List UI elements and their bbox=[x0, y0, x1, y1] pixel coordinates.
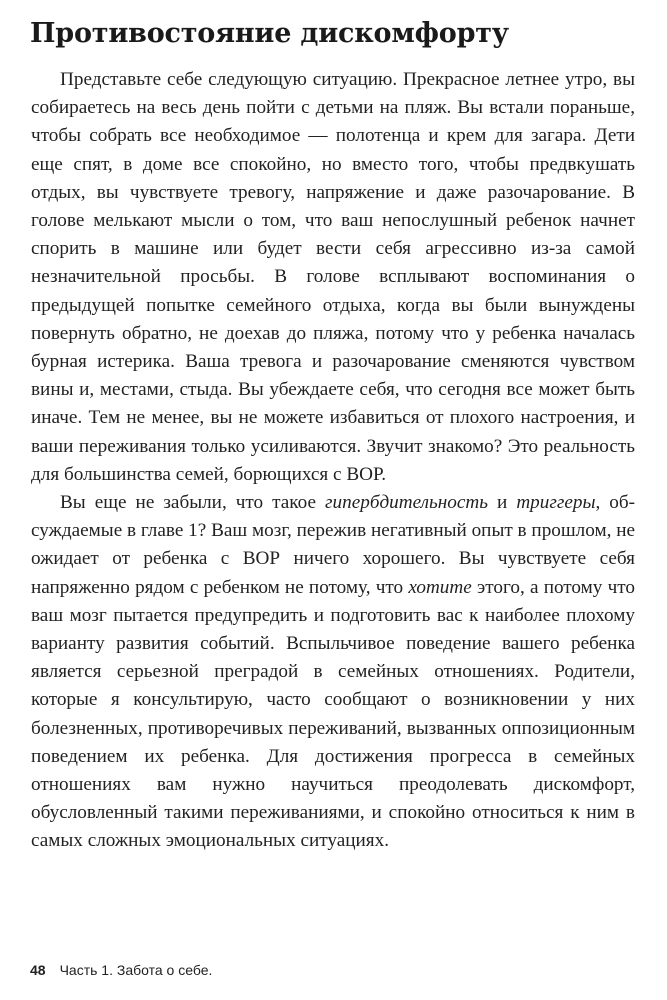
term-hypervigilance: гипербдительность bbox=[325, 492, 488, 514]
body-text bbox=[31, 66, 635, 856]
paragraph-1-text: Представьте себе следующую ситуацию. Прекрасное летнее утро, вы собираетесь на весь день пойти с детьми на пляж. Вы встали пораньше, чтобы собрать все необходимое — полотенца и крем для загара. Дети еще спят, в доме все спокойно, но вместо того, чтобы предвкушать отдых, вы чувствуете тревогу, напряжение и даже разочарование. В голове мелькают мысли о том, что ваш непослушный ребенок начнет спорить в машине или будет вести себя агрессивно из-за самой незначительной просьбы. В голове всплывают воспоминания о предыдущей попытке семейного отдыха, когда вы были вынуждены повернуть обратно, не доехав до пляжа, потому что у ребенка началась бурная истерика. Ваша тревога и разочарование сменяются чувством вины и, местами, стыда. Вы убеждаете себя, что сегодня все может быть иначе. Тем не менее, вы не можете избавиться от плохого настроения, и ваши переживания только усиливаются. Звучит знакомо? Это реальность для большинства семей, борющихся с ВОР. bbox=[31, 69, 635, 485]
paragraph-2 bbox=[31, 489, 635, 856]
term-triggers: триггеры bbox=[516, 492, 596, 514]
running-title: Часть 1. Забота о себе. bbox=[59, 962, 213, 978]
paragraph-2-text-d: этого, а потому что ваш мозг пытается предупредить и подготовить вас к наиболее плохому варианту развития событий. Вспыльчивое поведение вашего ребенка является серьезной преградой в семейных отношениях. Родители, которые я консультирую, часто сообщают о возникновении у них болезненных, противоречивых переживаний, вызванных оппозиционным поведением их ребенка. Для достижения прогресса в семейных отношениях вам нужно научиться преодолевать дискомфорт, обусловленный такими переживаниями, и спокойно относиться к ним в самых сложных эмоциональных ситуациях. bbox=[31, 576, 635, 852]
paragraph-2-text-a: Вы еще не забыли, что такое bbox=[60, 492, 326, 514]
paragraph-2-text-c: , обсуждаемые в главе 1? Ваш мозг, пережив негативный опыт в прошлом, не ожидает от ребенка с ВОР ничего хорошего. Вы чувствуете себя напряженно рядом с ребенком не потому, что bbox=[31, 492, 636, 598]
page-footer bbox=[30, 962, 212, 978]
paragraph-2-text-b: и bbox=[487, 492, 517, 514]
section-heading: Противостояние дискомфорту bbox=[30, 18, 509, 49]
paragraph-1 bbox=[31, 66, 635, 489]
page-number: 48 bbox=[30, 962, 46, 978]
emphasis-want: хотите bbox=[408, 576, 472, 598]
